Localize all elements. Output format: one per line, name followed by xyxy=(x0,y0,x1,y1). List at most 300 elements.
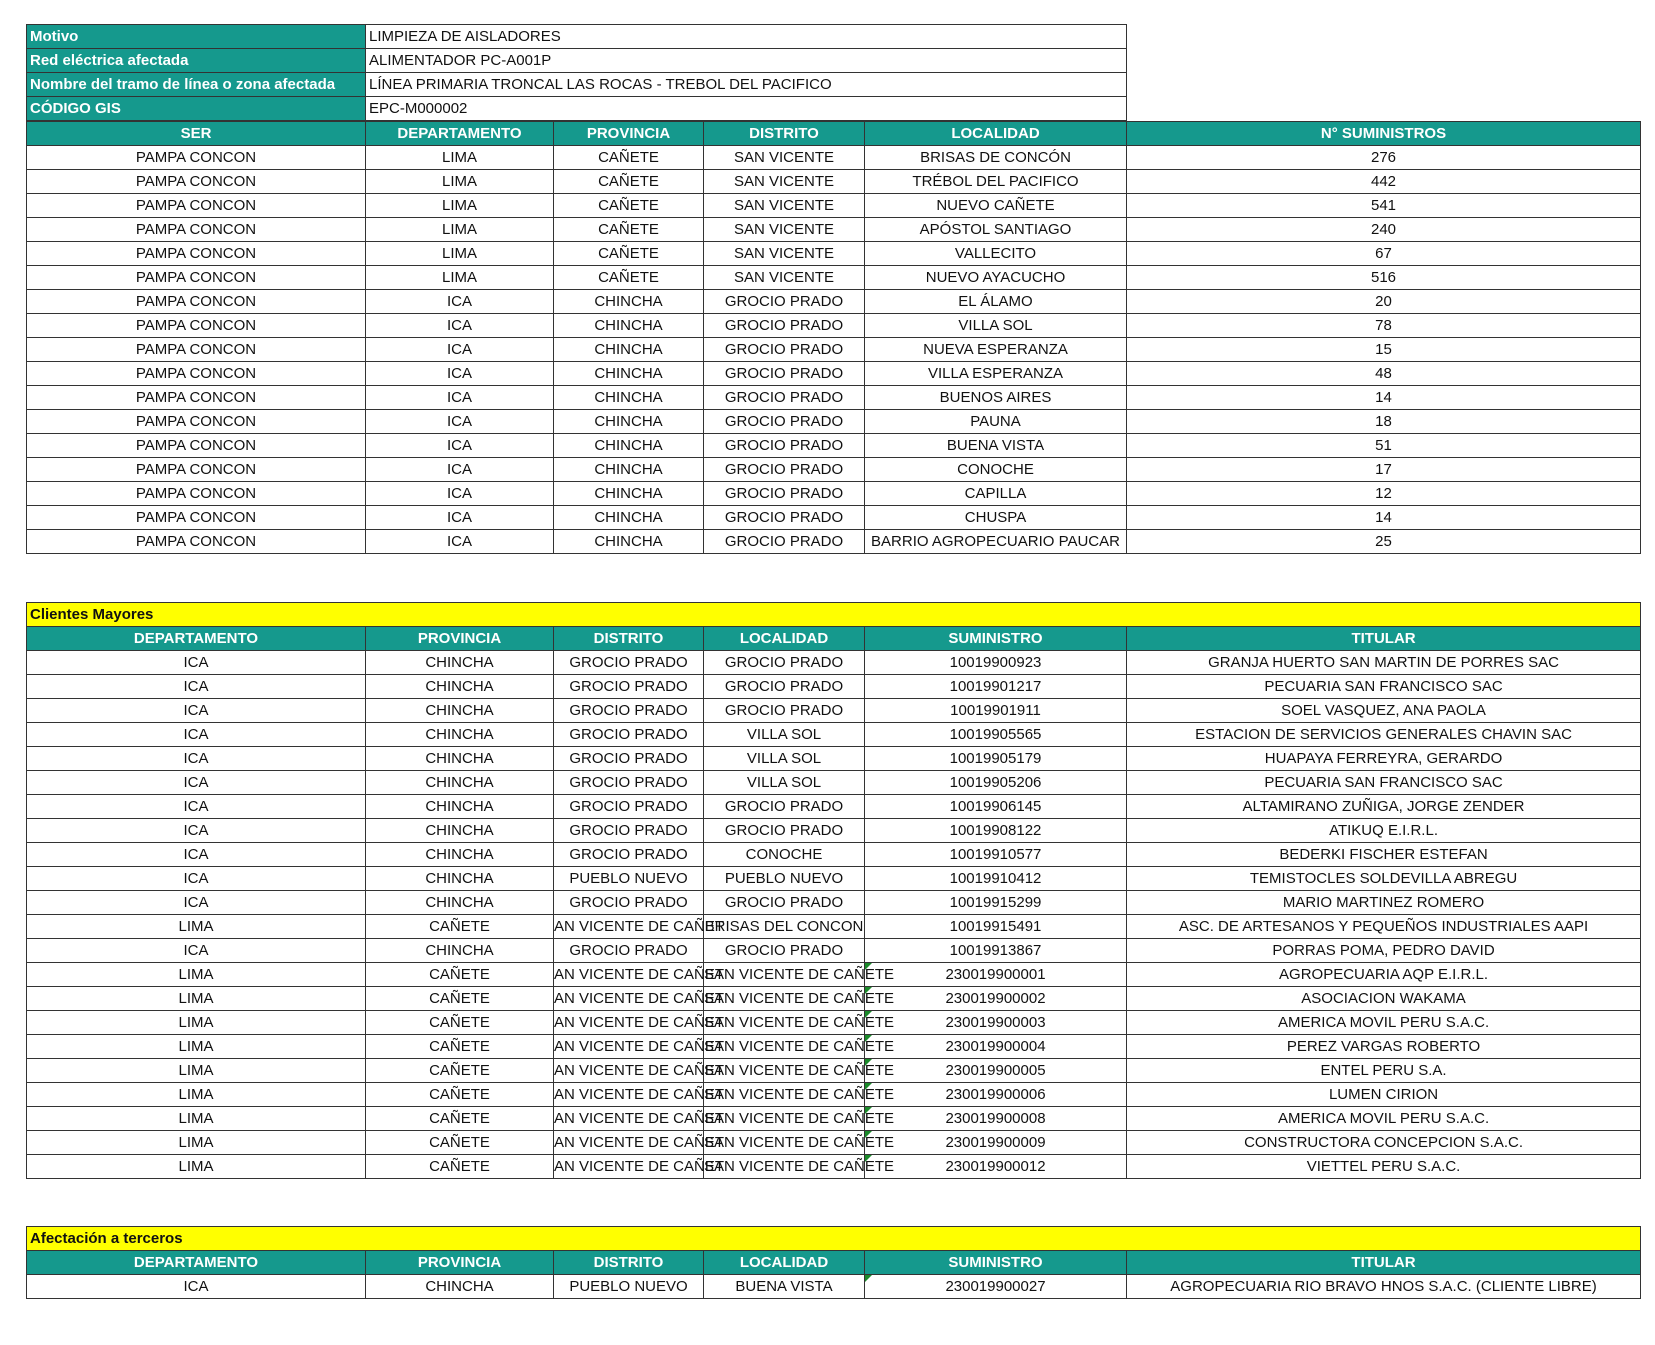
table-cell[interactable]: 230019900002 xyxy=(865,987,1127,1011)
table-row xyxy=(27,987,1641,1011)
table-cell[interactable]: AN VICENTE DE CAÑET xyxy=(554,1131,704,1155)
table-cell[interactable]: ICA xyxy=(27,819,366,843)
table-cell[interactable]: ENTEL PERU S.A. xyxy=(1127,1059,1641,1083)
clientes-mayores-body xyxy=(27,651,1641,1179)
table-cell[interactable]: GRANJA HUERTO SAN MARTIN DE PORRES SAC xyxy=(1127,651,1641,675)
info-label-cell[interactable]: CÓDIGO GIS xyxy=(27,97,366,121)
table-cell[interactable]: GROCIO PRADO xyxy=(704,651,865,675)
table-cell[interactable]: 67 xyxy=(1127,242,1641,266)
table-cell[interactable]: 230019900004 xyxy=(865,1035,1127,1059)
table-cell[interactable]: CHINCHA xyxy=(554,530,704,554)
table-cell[interactable]: CHINCHA xyxy=(554,458,704,482)
table-cell[interactable]: GROCIO PRADO xyxy=(704,506,865,530)
table-cell[interactable]: CHINCHA xyxy=(554,314,704,338)
table-cell[interactable]: 230019900012 xyxy=(865,1155,1127,1179)
table-cell[interactable]: AMERICA MOVIL PERU S.A.C. xyxy=(1127,1107,1641,1131)
table-cell[interactable]: AN VICENTE DE CAÑET xyxy=(554,1011,704,1035)
table-cell[interactable]: ICA xyxy=(366,506,554,530)
table-cell[interactable]: 541 xyxy=(1127,194,1641,218)
table-cell[interactable]: LIMA xyxy=(27,915,366,939)
table-cell[interactable]: VILLA SOL xyxy=(704,771,865,795)
table-cell[interactable]: SAN VICENTE DE CAÑETE xyxy=(704,1131,865,1155)
table-cell[interactable]: LIMA xyxy=(27,1011,366,1035)
table-cell[interactable]: SAN VICENTE xyxy=(704,218,865,242)
table-cell[interactable]: GROCIO PRADO xyxy=(704,290,865,314)
table-row xyxy=(27,434,1641,458)
table-cell[interactable]: PAMPA CONCON xyxy=(27,362,366,386)
column-header[interactable]: TITULAR xyxy=(1127,627,1641,651)
table-cell[interactable]: 10019913867 xyxy=(865,939,1127,963)
table-cell[interactable]: CHINCHA xyxy=(366,891,554,915)
table-row xyxy=(27,939,1641,963)
table-cell[interactable]: CAÑETE xyxy=(366,1083,554,1107)
table-cell[interactable]: PAMPA CONCON xyxy=(27,386,366,410)
table-cell[interactable]: 230019900009 xyxy=(865,1131,1127,1155)
table-cell[interactable]: CAÑETE xyxy=(554,194,704,218)
table-cell[interactable]: 10019908122 xyxy=(865,819,1127,843)
table-cell[interactable]: ICA xyxy=(366,290,554,314)
table-cell[interactable]: 51 xyxy=(1127,434,1641,458)
table-row xyxy=(27,771,1641,795)
table-cell[interactable]: GROCIO PRADO xyxy=(704,362,865,386)
info-table xyxy=(26,24,1641,121)
table-cell[interactable]: CHINCHA xyxy=(366,651,554,675)
table-cell[interactable]: LIMA xyxy=(27,1107,366,1131)
table-cell[interactable]: LIMA xyxy=(366,194,554,218)
info-label-cell[interactable]: Motivo xyxy=(27,25,366,49)
table-cell[interactable]: LIMA xyxy=(366,146,554,170)
table-cell[interactable]: CAÑETE xyxy=(554,242,704,266)
table-row xyxy=(27,218,1641,242)
table-cell[interactable]: PAMPA CONCON xyxy=(27,170,366,194)
table-cell[interactable]: PAMPA CONCON xyxy=(27,434,366,458)
table-cell[interactable]: ICA xyxy=(366,410,554,434)
table-cell[interactable]: 230019900008 xyxy=(865,1107,1127,1131)
table-cell[interactable]: SAN VICENTE DE CAÑETE xyxy=(704,1059,865,1083)
table-cell[interactable]: VILLA SOL xyxy=(704,747,865,771)
column-header[interactable]: SUMINISTRO xyxy=(865,1251,1127,1275)
table-cell[interactable]: 14 xyxy=(1127,386,1641,410)
table-cell[interactable]: ALTAMIRANO ZUÑIGA, JORGE ZENDER xyxy=(1127,795,1641,819)
table-cell[interactable]: SAN VICENTE DE CAÑETE xyxy=(704,1011,865,1035)
table-cell[interactable]: PAMPA CONCON xyxy=(27,218,366,242)
clientes-mayores-table xyxy=(26,602,1641,1179)
table-cell[interactable]: 230019900005 xyxy=(865,1059,1127,1083)
table-cell[interactable]: SAN VICENTE DE CAÑETE xyxy=(704,963,865,987)
table-cell[interactable]: ICA xyxy=(27,723,366,747)
table-cell[interactable]: CHINCHA xyxy=(366,771,554,795)
table-cell[interactable]: TRÉBOL DEL PACIFICO xyxy=(865,170,1127,194)
table-cell[interactable]: GROCIO PRADO xyxy=(704,699,865,723)
table-cell[interactable]: CHINCHA xyxy=(366,939,554,963)
column-header[interactable]: DISTRITO xyxy=(554,1251,704,1275)
table-cell[interactable]: 10019906145 xyxy=(865,795,1127,819)
clientes-mayores-title[interactable]: Clientes Mayores xyxy=(27,603,1641,627)
table-cell[interactable]: 10019910412 xyxy=(865,867,1127,891)
table-cell[interactable]: GROCIO PRADO xyxy=(554,819,704,843)
table-cell[interactable]: SAN VICENTE xyxy=(704,266,865,290)
table-cell[interactable]: PAMPA CONCON xyxy=(27,290,366,314)
table-cell[interactable]: ICA xyxy=(27,843,366,867)
table-cell[interactable]: 230019900003 xyxy=(865,1011,1127,1035)
table-cell[interactable]: ASOCIACION WAKAMA xyxy=(1127,987,1641,1011)
info-row xyxy=(27,49,1641,73)
table-cell[interactable]: CAÑETE xyxy=(366,1035,554,1059)
table-cell[interactable]: CAÑETE xyxy=(554,170,704,194)
table-cell[interactable]: 20 xyxy=(1127,290,1641,314)
table-cell[interactable]: ICA xyxy=(27,795,366,819)
table-cell[interactable]: LIMA xyxy=(366,242,554,266)
info-label-cell[interactable]: Red eléctrica afectada xyxy=(27,49,366,73)
table-cell[interactable]: LIMA xyxy=(27,987,366,1011)
table-row xyxy=(27,795,1641,819)
spreadsheet xyxy=(26,24,1655,1299)
table-cell[interactable]: 516 xyxy=(1127,266,1641,290)
table-cell[interactable]: PAMPA CONCON xyxy=(27,338,366,362)
table-cell[interactable]: ICA xyxy=(27,699,366,723)
table-cell[interactable]: GROCIO PRADO xyxy=(554,771,704,795)
table-cell[interactable]: SAN VICENTE xyxy=(704,194,865,218)
table-cell[interactable]: VIETTEL PERU S.A.C. xyxy=(1127,1155,1641,1179)
table-cell[interactable]: NUEVO AYACUCHO xyxy=(865,266,1127,290)
table-cell[interactable]: CAÑETE xyxy=(554,218,704,242)
empty-cell[interactable] xyxy=(1127,25,1641,49)
table-cell[interactable]: CHINCHA xyxy=(554,386,704,410)
table-cell[interactable]: ICA xyxy=(366,362,554,386)
column-header[interactable]: SER xyxy=(27,122,366,146)
table-cell[interactable]: GROCIO PRADO xyxy=(704,434,865,458)
table-cell[interactable]: PUEBLO NUEVO xyxy=(704,867,865,891)
table-cell[interactable]: CHINCHA xyxy=(366,1275,554,1299)
table-cell[interactable]: NUEVA ESPERANZA xyxy=(865,338,1127,362)
table-cell[interactable]: 17 xyxy=(1127,458,1641,482)
column-header[interactable]: PROVINCIA xyxy=(366,1251,554,1275)
table-row xyxy=(27,963,1641,987)
table-cell[interactable]: SAN VICENTE DE CAÑETE xyxy=(704,1155,865,1179)
table-cell[interactable]: AN VICENTE DE CAÑET xyxy=(554,963,704,987)
table-cell[interactable]: PAUNA xyxy=(865,410,1127,434)
table-cell[interactable]: GROCIO PRADO xyxy=(704,795,865,819)
empty-cell[interactable] xyxy=(1127,49,1641,73)
table-cell[interactable]: BRISAS DEL CONCON xyxy=(704,915,865,939)
table-cell[interactable]: EL ÁLAMO xyxy=(865,290,1127,314)
table-cell[interactable]: ICA xyxy=(366,482,554,506)
table-cell[interactable]: PAMPA CONCON xyxy=(27,194,366,218)
table-cell[interactable]: SAN VICENTE xyxy=(704,242,865,266)
table-cell[interactable]: AN VICENTE DE CAÑET xyxy=(554,987,704,1011)
info-value-cell[interactable]: EPC-M000002 xyxy=(366,97,1127,121)
column-header[interactable]: DISTRITO xyxy=(554,627,704,651)
table-cell[interactable]: 230019900001 xyxy=(865,963,1127,987)
table-cell[interactable]: VILLA SOL xyxy=(704,723,865,747)
table-cell[interactable]: PAMPA CONCON xyxy=(27,458,366,482)
table-cell[interactable]: AGROPECUARIA AQP E.I.R.L. xyxy=(1127,963,1641,987)
table-cell[interactable]: 10019910577 xyxy=(865,843,1127,867)
table-cell[interactable]: CHINCHA xyxy=(366,699,554,723)
table-cell[interactable]: GROCIO PRADO xyxy=(704,819,865,843)
table-cell[interactable]: GROCIO PRADO xyxy=(554,651,704,675)
table-cell[interactable]: AN VICENTE DE CAÑET xyxy=(554,1155,704,1179)
table-cell[interactable]: CHINCHA xyxy=(554,410,704,434)
column-header[interactable]: LOCALIDAD xyxy=(704,1251,865,1275)
table-cell[interactable]: ICA xyxy=(27,675,366,699)
table-cell[interactable]: CHINCHA xyxy=(554,506,704,530)
column-header[interactable]: TITULAR xyxy=(1127,1251,1641,1275)
table-cell[interactable]: NUEVO CAÑETE xyxy=(865,194,1127,218)
table-cell[interactable]: SAN VICENTE DE CAÑETE xyxy=(704,1035,865,1059)
table-cell[interactable]: SAN VICENTE xyxy=(704,146,865,170)
table-cell[interactable]: 442 xyxy=(1127,170,1641,194)
table-cell[interactable]: LIMA xyxy=(27,1083,366,1107)
table-row xyxy=(27,675,1641,699)
table-cell[interactable]: ICA xyxy=(27,867,366,891)
table-cell[interactable]: ICA xyxy=(366,314,554,338)
column-header[interactable]: DEPARTAMENTO xyxy=(27,627,366,651)
table-cell[interactable]: 10019900923 xyxy=(865,651,1127,675)
column-header[interactable]: DEPARTAMENTO xyxy=(27,1251,366,1275)
table-cell[interactable]: AN VICENTE DE CAÑET xyxy=(554,915,704,939)
table-cell[interactable]: BEDERKI FISCHER ESTEFAN xyxy=(1127,843,1641,867)
table-cell[interactable]: 240 xyxy=(1127,218,1641,242)
table-cell[interactable]: LIMA xyxy=(366,218,554,242)
table-cell[interactable]: MARIO MARTINEZ ROMERO xyxy=(1127,891,1641,915)
table-cell[interactable]: SOEL VASQUEZ, ANA PAOLA xyxy=(1127,699,1641,723)
info-value-cell[interactable]: LIMPIEZA DE AISLADORES xyxy=(366,25,1127,49)
table-row xyxy=(27,1035,1641,1059)
table-cell[interactable]: ICA xyxy=(366,338,554,362)
column-header[interactable]: LOCALIDAD xyxy=(704,627,865,651)
table-cell[interactable]: CHINCHA xyxy=(554,338,704,362)
table-cell[interactable]: LIMA xyxy=(27,1059,366,1083)
table-cell[interactable]: ASC. DE ARTESANOS Y PEQUEÑOS INDUSTRIALES AAPI xyxy=(1127,915,1641,939)
column-header[interactable]: PROVINCIA xyxy=(554,122,704,146)
table-cell[interactable]: ATIKUQ E.I.R.L. xyxy=(1127,819,1641,843)
table-cell[interactable]: GROCIO PRADO xyxy=(554,699,704,723)
table-cell[interactable]: AN VICENTE DE CAÑET xyxy=(554,1035,704,1059)
table-row xyxy=(27,290,1641,314)
table-cell[interactable]: PAMPA CONCON xyxy=(27,482,366,506)
table-cell[interactable]: AMERICA MOVIL PERU S.A.C. xyxy=(1127,1011,1641,1035)
table-cell[interactable]: PAMPA CONCON xyxy=(27,266,366,290)
table-cell[interactable]: CAÑETE xyxy=(366,963,554,987)
table-cell[interactable]: 78 xyxy=(1127,314,1641,338)
table-cell[interactable]: CHINCHA xyxy=(554,482,704,506)
table-cell[interactable]: 10019901911 xyxy=(865,699,1127,723)
table-cell[interactable]: 230019900027 xyxy=(865,1275,1127,1299)
table-cell[interactable]: TEMISTOCLES SOLDEVILLA ABREGU xyxy=(1127,867,1641,891)
table-cell[interactable]: BUENOS AIRES xyxy=(865,386,1127,410)
empty-cell[interactable] xyxy=(1127,73,1641,97)
table-cell[interactable]: SAN VICENTE DE CAÑETE xyxy=(704,987,865,1011)
table-cell[interactable]: VILLA SOL xyxy=(865,314,1127,338)
table-cell[interactable]: 14 xyxy=(1127,506,1641,530)
table-cell[interactable]: PAMPA CONCON xyxy=(27,410,366,434)
table-cell[interactable]: GROCIO PRADO xyxy=(704,458,865,482)
table-cell[interactable]: ESTACION DE SERVICIOS GENERALES CHAVIN SAC xyxy=(1127,723,1641,747)
table-cell[interactable]: SAN VICENTE DE CAÑETE xyxy=(704,1107,865,1131)
table-cell[interactable]: VALLECITO xyxy=(865,242,1127,266)
table-cell[interactable]: GROCIO PRADO xyxy=(704,530,865,554)
table-cell[interactable]: LIMA xyxy=(27,1035,366,1059)
table-cell[interactable]: VILLA ESPERANZA xyxy=(865,362,1127,386)
table-cell[interactable]: ICA xyxy=(366,386,554,410)
table-cell[interactable]: AGROPECUARIA RIO BRAVO HNOS S.A.C. (CLIENTE LIBRE) xyxy=(1127,1275,1641,1299)
table-cell[interactable]: CAÑETE xyxy=(366,915,554,939)
table-cell[interactable]: SAN VICENTE xyxy=(704,170,865,194)
column-header[interactable]: DISTRITO xyxy=(704,122,865,146)
table-cell[interactable]: AN VICENTE DE CAÑET xyxy=(554,1059,704,1083)
table-row xyxy=(27,386,1641,410)
table-cell[interactable]: GROCIO PRADO xyxy=(554,939,704,963)
table-cell[interactable]: AN VICENTE DE CAÑET xyxy=(554,1107,704,1131)
table-cell[interactable]: ICA xyxy=(27,891,366,915)
table-cell[interactable]: CHINCHA xyxy=(366,747,554,771)
table-cell[interactable]: CHINCHA xyxy=(366,675,554,699)
table-cell[interactable]: HUAPAYA FERREYRA, GERARDO xyxy=(1127,747,1641,771)
table-cell[interactable]: PEREZ VARGAS ROBERTO xyxy=(1127,1035,1641,1059)
table-cell[interactable]: GROCIO PRADO xyxy=(704,891,865,915)
table-cell[interactable]: PAMPA CONCON xyxy=(27,506,366,530)
table-cell[interactable]: GROCIO PRADO xyxy=(704,482,865,506)
table-cell[interactable]: CHINCHA xyxy=(554,362,704,386)
table-cell[interactable]: PAMPA CONCON xyxy=(27,242,366,266)
table-cell[interactable]: GROCIO PRADO xyxy=(704,338,865,362)
table-cell[interactable]: CAÑETE xyxy=(554,266,704,290)
table-cell[interactable]: CAÑETE xyxy=(366,1155,554,1179)
table-cell[interactable]: BUENA VISTA xyxy=(704,1275,865,1299)
table-cell[interactable]: GROCIO PRADO xyxy=(704,410,865,434)
table-row xyxy=(27,1083,1641,1107)
table-cell[interactable]: ICA xyxy=(27,771,366,795)
table-cell[interactable]: CAÑETE xyxy=(366,1059,554,1083)
table-cell[interactable]: PAMPA CONCON xyxy=(27,146,366,170)
column-header[interactable]: PROVINCIA xyxy=(366,627,554,651)
table-cell[interactable]: GROCIO PRADO xyxy=(704,386,865,410)
info-value-cell[interactable]: ALIMENTADOR PC-A001P xyxy=(366,49,1127,73)
table-cell[interactable]: CHINCHA xyxy=(554,434,704,458)
table-cell[interactable]: CONOCHE xyxy=(865,458,1127,482)
table-cell[interactable]: GROCIO PRADO xyxy=(554,891,704,915)
column-header[interactable]: LOCALIDAD xyxy=(865,122,1127,146)
table-cell[interactable]: CHINCHA xyxy=(366,819,554,843)
table-cell[interactable]: GROCIO PRADO xyxy=(554,795,704,819)
table-cell[interactable]: PUEBLO NUEVO xyxy=(554,867,704,891)
table-cell[interactable]: LIMA xyxy=(27,1155,366,1179)
table-cell[interactable]: 276 xyxy=(1127,146,1641,170)
table-cell[interactable]: PUEBLO NUEVO xyxy=(554,1275,704,1299)
table-cell[interactable]: SAN VICENTE DE CAÑETE xyxy=(704,1083,865,1107)
table-cell[interactable]: 25 xyxy=(1127,530,1641,554)
table-cell[interactable]: LIMA xyxy=(366,170,554,194)
info-value-cell[interactable]: LÍNEA PRIMARIA TRONCAL LAS ROCAS - TREBOL DEL PACIFICO xyxy=(366,73,1127,97)
table-cell[interactable]: ICA xyxy=(366,530,554,554)
table-cell[interactable]: CAÑETE xyxy=(366,1131,554,1155)
table-cell[interactable]: ICA xyxy=(366,458,554,482)
empty-cell[interactable] xyxy=(1127,97,1641,121)
table-cell[interactable]: LIMA xyxy=(27,963,366,987)
table-cell[interactable]: 48 xyxy=(1127,362,1641,386)
table-cell[interactable]: 10019915491 xyxy=(865,915,1127,939)
table-cell[interactable]: 12 xyxy=(1127,482,1641,506)
table-cell[interactable]: ICA xyxy=(27,939,366,963)
table-cell[interactable]: CHINCHA xyxy=(554,290,704,314)
table-cell[interactable]: GROCIO PRADO xyxy=(704,675,865,699)
table-row xyxy=(27,266,1641,290)
table-row xyxy=(27,891,1641,915)
table-cell[interactable]: BUENA VISTA xyxy=(865,434,1127,458)
table-cell[interactable]: CONOCHE xyxy=(704,843,865,867)
table-cell[interactable]: AN VICENTE DE CAÑET xyxy=(554,1083,704,1107)
table-cell[interactable]: CAÑETE xyxy=(366,987,554,1011)
table-row xyxy=(27,1131,1641,1155)
table-cell[interactable]: GROCIO PRADO xyxy=(554,747,704,771)
table-cell[interactable]: CHINCHA xyxy=(366,867,554,891)
table-cell[interactable]: ICA xyxy=(366,434,554,458)
table-cell[interactable]: CHUSPA xyxy=(865,506,1127,530)
table-cell[interactable]: ICA xyxy=(27,1275,366,1299)
table-cell[interactable]: CAPILLA xyxy=(865,482,1127,506)
table-cell[interactable]: CONSTRUCTORA CONCEPCION S.A.C. xyxy=(1127,1131,1641,1155)
table-row xyxy=(27,1059,1641,1083)
table-cell[interactable]: ICA xyxy=(27,747,366,771)
table-cell[interactable]: GROCIO PRADO xyxy=(704,939,865,963)
table-cell[interactable]: 18 xyxy=(1127,410,1641,434)
table-cell[interactable]: GROCIO PRADO xyxy=(554,843,704,867)
table-cell[interactable]: CHINCHA xyxy=(366,795,554,819)
table-cell[interactable]: 10019905179 xyxy=(865,747,1127,771)
column-header[interactable]: N° SUMINISTROS xyxy=(1127,122,1641,146)
table-cell[interactable]: PECUARIA SAN FRANCISCO SAC xyxy=(1127,771,1641,795)
table-cell[interactable]: BARRIO AGROPECUARIO PAUCAR xyxy=(865,530,1127,554)
table-cell[interactable]: ICA xyxy=(27,651,366,675)
table-row xyxy=(27,723,1641,747)
column-header[interactable]: SUMINISTRO xyxy=(865,627,1127,651)
table-cell[interactable]: APÓSTOL SANTIAGO xyxy=(865,218,1127,242)
table-cell[interactable]: LIMA xyxy=(366,266,554,290)
table-cell[interactable]: CAÑETE xyxy=(366,1011,554,1035)
localidades-table xyxy=(26,121,1641,554)
table-cell[interactable]: LIMA xyxy=(27,1131,366,1155)
table-cell[interactable]: GROCIO PRADO xyxy=(554,723,704,747)
table-row xyxy=(27,819,1641,843)
info-label-cell[interactable]: Nombre del tramo de línea o zona afectada xyxy=(27,73,366,97)
table-cell[interactable]: CAÑETE xyxy=(554,146,704,170)
table-cell[interactable]: 10019905565 xyxy=(865,723,1127,747)
table-cell[interactable]: GROCIO PRADO xyxy=(554,675,704,699)
table-cell[interactable]: 10019905206 xyxy=(865,771,1127,795)
table-cell[interactable]: LUMEN CIRION xyxy=(1127,1083,1641,1107)
table-cell[interactable]: CAÑETE xyxy=(366,1107,554,1131)
table-cell[interactable]: PORRAS POMA, PEDRO DAVID xyxy=(1127,939,1641,963)
localidades-header-row xyxy=(27,122,1641,146)
table-cell[interactable]: 10019901217 xyxy=(865,675,1127,699)
table-cell[interactable]: PAMPA CONCON xyxy=(27,530,366,554)
column-header[interactable]: DEPARTAMENTO xyxy=(366,122,554,146)
afectacion-header-row xyxy=(27,1251,1641,1275)
table-cell[interactable]: 10019915299 xyxy=(865,891,1127,915)
table-cell[interactable]: PECUARIA SAN FRANCISCO SAC xyxy=(1127,675,1641,699)
table-cell[interactable]: GROCIO PRADO xyxy=(704,314,865,338)
table-cell[interactable]: 15 xyxy=(1127,338,1641,362)
afectacion-title[interactable]: Afectación a terceros xyxy=(27,1227,1641,1251)
table-row xyxy=(27,242,1641,266)
table-cell[interactable]: CHINCHA xyxy=(366,843,554,867)
table-cell[interactable]: CHINCHA xyxy=(366,723,554,747)
localidades-body xyxy=(27,146,1641,554)
table-cell[interactable]: PAMPA CONCON xyxy=(27,314,366,338)
table-cell[interactable]: BRISAS DE CONCÓN xyxy=(865,146,1127,170)
table-cell[interactable]: 230019900006 xyxy=(865,1083,1127,1107)
